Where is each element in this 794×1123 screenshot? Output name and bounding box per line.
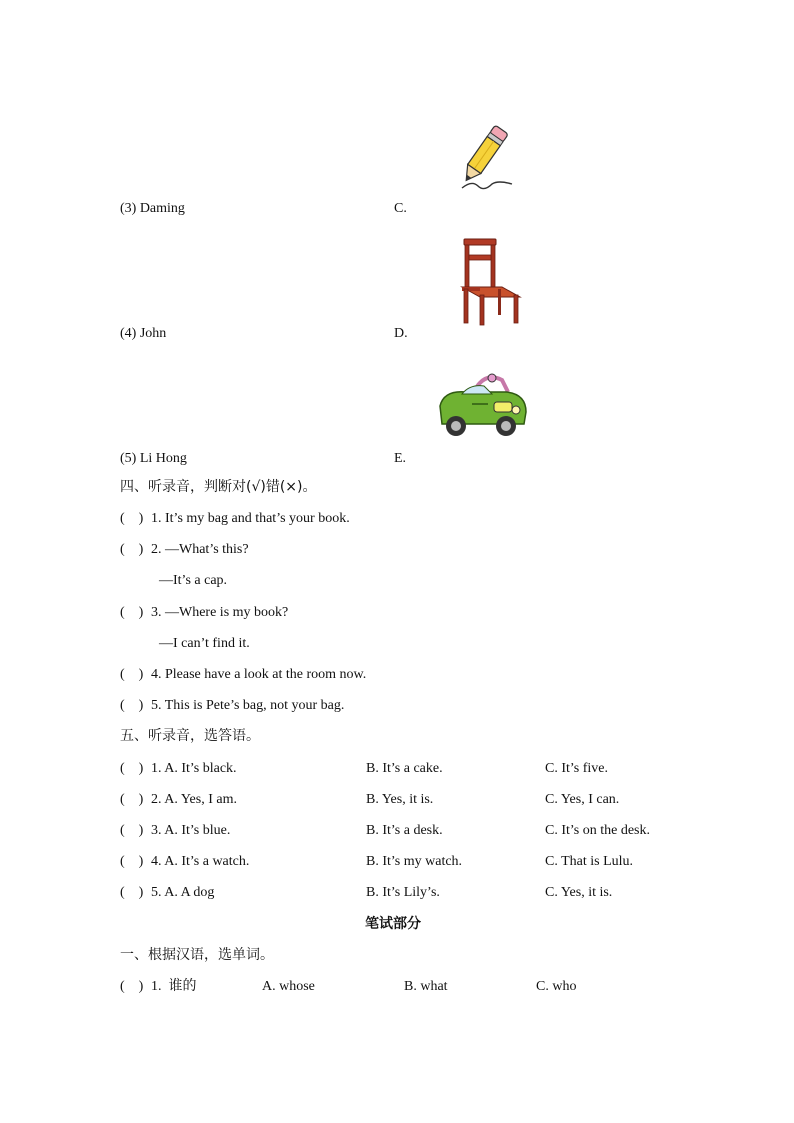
answer-blank[interactable]: ( )	[120, 979, 144, 994]
written-item-1-option-c: C. who	[536, 979, 577, 994]
section4-item-2-reply: —It’s a cap.	[159, 573, 228, 588]
answer-blank[interactable]: ( )	[120, 667, 144, 682]
section5-item-4-option-c: C. That is Lulu.	[545, 854, 634, 869]
answer-blank[interactable]: ( )	[120, 823, 144, 838]
section5-item-4-option-b: B. It’s my watch.	[366, 854, 463, 869]
pencil-icon	[452, 118, 516, 192]
match-name-3: (3) Daming	[120, 201, 185, 216]
section4-item-4: 4. Please have a look at the room now.	[151, 667, 367, 682]
answer-blank[interactable]: ( )	[120, 885, 144, 900]
section4-title: 四、听录音，判断对(√)错(×)。	[120, 479, 317, 495]
written-section1-title: 一、根据汉语，选单词。	[120, 947, 274, 963]
section5-item-3-option-b: B. It’s a desk.	[366, 823, 443, 838]
section4-item-3-reply: —I can’t find it.	[159, 636, 250, 651]
section5-item-1-option-b: B. It’s a cake.	[366, 761, 443, 776]
written-item-1-question: 1. 谁的	[151, 979, 197, 994]
match-letter-c: C.	[394, 201, 407, 216]
match-name-5: (5) Li Hong	[120, 451, 187, 466]
match-name-4: (4) John	[120, 326, 167, 341]
section5-item-2-option-b: B. Yes, it is.	[366, 792, 434, 807]
section4-item-1: 1. It’s my bag and that’s your book.	[151, 511, 350, 526]
answer-blank[interactable]: ( )	[120, 761, 144, 776]
answer-blank[interactable]: ( )	[120, 854, 144, 869]
match-letter-e: E.	[394, 451, 407, 466]
section5-item-5-option-a: 5. A. A dog	[151, 885, 215, 900]
section5-item-5-option-c: C. Yes, it is.	[545, 885, 613, 900]
section5-item-1-option-c: C. It’s five.	[545, 761, 608, 776]
chair-icon	[458, 237, 524, 327]
answer-blank[interactable]: ( )	[120, 792, 144, 807]
answer-blank[interactable]: ( )	[120, 605, 144, 620]
section5-item-1-option-a: 1. A. It’s black.	[151, 761, 237, 776]
section4-item-5: 5. This is Pete’s bag, not your bag.	[151, 698, 345, 713]
section5-title: 五、听录音，选答语。	[120, 728, 260, 744]
answer-blank[interactable]: ( )	[120, 542, 144, 557]
section5-item-3-option-a: 3. A. It’s blue.	[151, 823, 231, 838]
answer-blank[interactable]: ( )	[120, 511, 144, 526]
section4-item-2: 2. —What’s this?	[151, 542, 249, 557]
section5-item-2-option-c: C. Yes, I can.	[545, 792, 620, 807]
section5-item-5-option-b: B. It’s Lily’s.	[366, 885, 440, 900]
toy-car-icon	[436, 370, 530, 440]
answer-blank[interactable]: ( )	[120, 698, 144, 713]
section5-item-4-option-a: 4. A. It’s a watch.	[151, 854, 250, 869]
match-letter-d: D.	[394, 326, 408, 341]
section5-item-3-option-c: C. It’s on the desk.	[545, 823, 650, 838]
written-item-1-option-b: B. what	[404, 979, 448, 994]
section4-item-3: 3. —Where is my book?	[151, 605, 289, 620]
written-item-1-option-a: A. whose	[262, 979, 315, 994]
section5-item-2-option-a: 2. A. Yes, I am.	[151, 792, 237, 807]
written-part-title: 笔试部分	[365, 916, 421, 932]
